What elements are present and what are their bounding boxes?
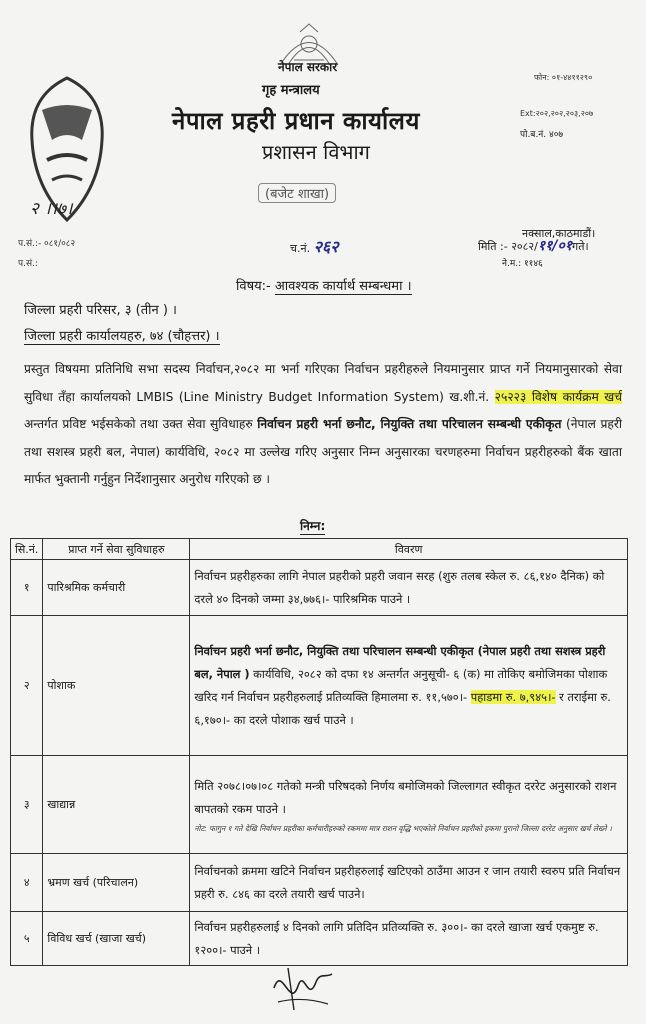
office-location: नक्साल,काठमाडौं। [522,227,596,240]
signature-icon [268,958,338,1016]
row-service: भ्रमण खर्च (परिचालन) [43,854,190,912]
row-description: निर्वाचन प्रहरीहरुलाई ४ दिनको लागि प्रतिदिन प्रतिव्यक्ति रु. ३००।- का दरले खाजा खर्च एकमुष्ट रु. १२००।- पाउने । [190,912,628,966]
column-header-service: प्राप्त गर्ने सेवा सुविधाहरु [43,539,190,560]
row-number: ४ [11,854,43,912]
following-heading: निम्न: [300,519,326,533]
row-description-bold: निर्वाचन प्रहरी भर्ना छनौट, नियुक्ति तथा परिचालन सम्बन्धी एकीकृत (नेपाल प्रहरी तथा सशस्त्र प्रहरी बल, नेपाल ) [194,643,606,681]
date-handwritten: ११/०१ [537,238,573,254]
subject-text: आवश्यक कार्यार्थ सम्बन्धमा । [274,279,412,294]
addressee-2: जिल्ला प्रहरी कार्यालयहरु, ७४ (चौहत्तर) । [24,326,220,345]
row-service: पारिश्रमिक कर्मचारी [43,560,190,616]
subject-line [236,276,412,294]
ration-note: नोट: फागुन १ गते देखि निर्वाचन प्रहरीका कर्मचारीहरुको रकममा मात्र राशन वृद्धि भएकोले निर्वाचन प्रहरीको हकमा पुरानो जिल्ला दररेट अनुसार खर्च लेख्ने । [194,823,612,833]
chalani-label: च.नं. [290,242,311,255]
table-row [11,560,628,616]
extension-numbers: Ext:२०२,२०२,२०३,२०७ [520,109,594,118]
row-description-text: मिति २०७८।०७।०८ गतेको मन्त्री परिषदको निर्णय बमोजिमको जिल्लागत स्वीकृत दररेट अनुसारको राशन बापतको रकम पाउने । [194,778,617,816]
letter-date [478,236,589,255]
uniform-rate-highlight: पहाडमा रु. ७,९४५।- [470,689,556,704]
row-description: निर्वाचन प्रहरीहरुका लागि नेपाल प्रहरीको प्रहरी जवान सरह (शुरु तलब स्केल रु. ८६,१४० दैनिक) को दरले ४० दिनको जम्मा ३४,७७६।- पारिश्रमिक पाउने । [190,560,628,616]
column-header-description: विवरण [190,539,628,560]
row-number: ३ [11,756,43,854]
table-row [11,854,628,912]
row-service: पोशाक [43,616,190,756]
chalani-number [290,235,339,257]
budget-code-highlight: २५२२३ विशेष कार्यक्रम खर्च [494,389,622,404]
row-description [190,756,628,854]
phone-number: फोन: ०१-४४११२९० [534,73,593,82]
subject-label: विषय:- [236,279,271,294]
table-row [11,756,628,854]
date-label: मिति :- २०८२/ [478,240,538,253]
date-suffix: गते। [572,240,589,253]
body-text-2: अन्तर्गत प्रविष्ट भईसकेको तथा उक्त सेवा सुविधाहरु [24,417,253,431]
row-number: १ [11,560,43,616]
row-number: ५ [11,912,43,966]
office-name: नेपाल प्रहरी प्रधान कार्यालय [172,107,420,135]
row-service: खाद्यान्न [43,756,190,854]
table-header-row [11,539,628,560]
facilities-table [10,538,628,966]
addressee-1: जिल्ला प्रहरी परिसर, ३ (तीन ) । [24,303,177,318]
chalani-handwritten: २६२ [313,237,339,256]
government-name: नेपाल सरकार [278,60,338,74]
ne-ma-number: ने.म.: ११४६ [502,259,543,269]
column-header-sn: सि.नं. [11,539,43,560]
row-service: विविध खर्च (खाजा खर्च) [43,912,190,966]
po-box: पो.ब.नं. ४०७ [520,130,564,140]
body-text-1: प्रस्तुत विषयमा प्रतिनिधि सभा सदस्य निर्वाचन,२०८२ मा भर्ना गरिएका निर्वाचन प्रहरीहरुले नियमानुसार प्राप्त गर्ने नियमानुसारको सेवा सुविधा तँहा कार्यालयको LMBIS (Line Ministry Budget Information System) ख.शी.नं. [24,362,622,404]
row-number: २ [11,616,43,756]
row-description [190,616,628,756]
table-row [11,616,628,756]
branch-name: (बजेट शाखा) [258,183,336,203]
body-bold-text: निर्वाचन प्रहरी भर्ना छनौट, नियुक्ति तथा परिचालन सम्बन्धी एकीकृत [257,417,562,431]
row-description-part-a: कार्यविधि, २०८२ को दफा १४ अन्तर्गत अनुसूची- ६ (क) मा तोकिए बमोजिमका पोशाक खरिद गर्न निर्वाचन प्रहरीहरुलाई प्रतिव्यक्ति हिमालमा रु. ११,५७०।- [194,666,608,704]
patra-sankhya: प.सं.:- ०८१/०८२ [18,239,76,249]
handwritten-mark: २ ।।७। [30,199,73,219]
body-text-3: (नेपाल प्रहरी तथा सशस्त्र प्रहरी बल, नेपाल) कार्यविधि, २०८२ मा उल्लेख गरिए अनुसार निम्न अनुसारका चरणहरुमा निर्वाचन प्रहरीहरुको बैंक खाता मार्फत भुक्तानी गर्नुहुन निर्देशानुसार अनुरोध गरिएको छ । [24,417,622,486]
patra-sankhya-2: प.सं.: [18,259,38,269]
body-paragraph [24,356,622,494]
ministry-name: गृह मन्त्रालय [262,83,320,98]
row-description: निर्वाचनको क्रममा खटिने निर्वाचन प्रहरीहरुलाई खटिएको ठाउँमा आउन र जान तयारी स्वरुप प्रति निर्वाचन प्रहरी रु. ८४६ का दरले तयारी खर्च पाउने। [190,854,628,912]
department-name: प्रशासन विभाग [262,140,370,164]
row-description-part-b: र तराईमा रु. ६,१७०।- का दरले पोशाक खर्च पाउने । [194,689,611,727]
